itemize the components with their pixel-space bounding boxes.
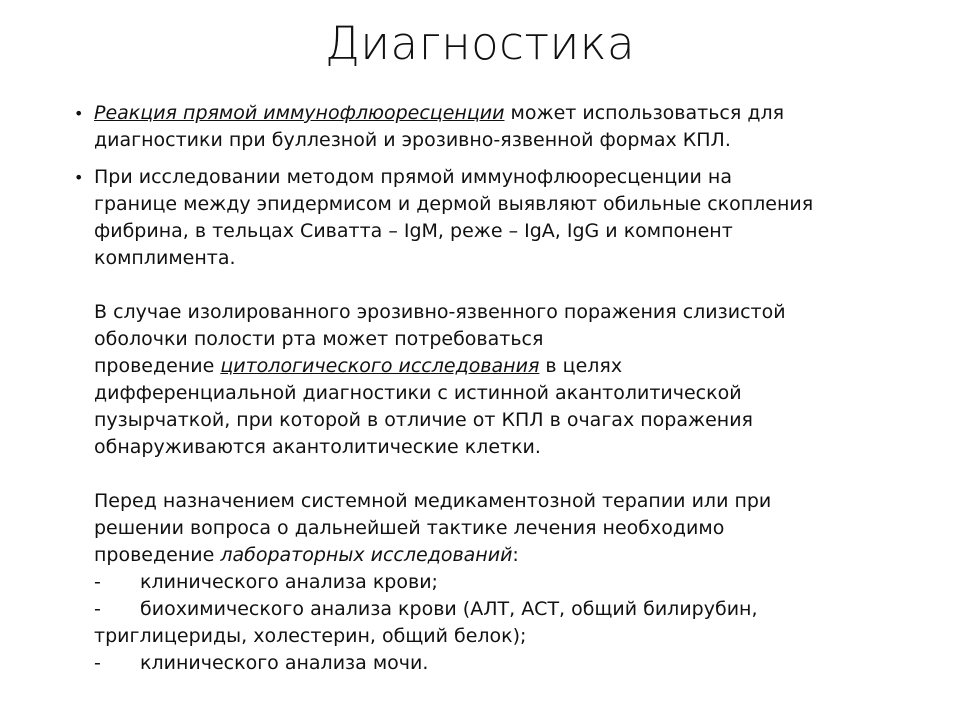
lab-list-item: [94, 596, 874, 623]
bullet-1-line-2: диагностики при буллезной и эрозивно-язвенной формах КПЛ.: [94, 129, 731, 151]
para-3-line-3: [94, 542, 874, 569]
para-3-line-3-post: :: [512, 544, 519, 566]
para-2-line-1: В случае изолированного эрозивно-язвенного поражения слизистой: [94, 301, 786, 323]
bullet-dot-icon: •: [74, 168, 84, 187]
bullet-2-text: [94, 164, 874, 677]
para-3-line-1: Перед назначением системной медикаментозной терапии или при: [94, 490, 772, 512]
para-2-line-3-post: в целях: [539, 355, 623, 377]
list-dash: -: [94, 571, 101, 593]
lab-list-item-text: клинического анализа мочи.: [140, 652, 429, 674]
lab-list-item: [94, 569, 874, 596]
bullet-1-line-1-rest: может использоваться для: [504, 102, 785, 124]
para-2-line-5: пузырчаткой, при которой в отличие от КПЛ в очагах поражения: [94, 409, 753, 431]
cytology-link[interactable]: цитологического исследования: [220, 355, 540, 377]
bullet-item-2: [74, 164, 874, 677]
paragraph-spacer: [94, 461, 874, 488]
bullet-item-1: [74, 100, 874, 154]
para-2-line-2: оболочки полости рта может потребоваться: [94, 328, 544, 350]
bullet-2-line: При исследовании методом прямой иммунофлюоресценции на: [94, 166, 732, 188]
lab-list-item-text: клинического анализа крови;: [140, 571, 438, 593]
list-dash: -: [94, 652, 101, 674]
para-3-line-3-pre: проведение: [94, 544, 221, 566]
para-2-line-6: обнаруживаются акантолитические клетки.: [94, 436, 541, 458]
list-dash: -: [94, 598, 101, 620]
para-2-line-3: [94, 353, 874, 380]
para-2-line-3-pre: проведение: [94, 355, 221, 377]
bullet-2-line: комплимента.: [94, 247, 236, 269]
bullet-1-line-1: [94, 100, 874, 127]
slide-title: Диагностика: [324, 17, 636, 70]
lab-tests-emphasis: лабораторных исследований: [220, 544, 513, 566]
para-2-line-4: дифференциальной диагностики с истинной акантолитической: [94, 382, 742, 404]
lab-list-item-text: биохимического анализа крови (АЛТ, АСТ, общий билирубин,: [140, 598, 758, 620]
bullet-1-text: [94, 100, 874, 154]
paragraph-spacer: [94, 272, 874, 299]
para-3-line-2: решении вопроса о дальнейшей тактике лечения необходимо: [94, 517, 725, 539]
bullet-dot-icon: •: [74, 104, 84, 123]
immunofluorescence-link[interactable]: Реакция прямой иммунофлюоресценции: [94, 102, 505, 124]
bullet-2-line: фибрина, в тельцах Сиватта – IgM, реже – IgA, IgG и компонент: [94, 220, 733, 242]
lab-list-item-continuation: триглицериды, холестерин, общий белок);: [94, 625, 527, 647]
lab-list-item: [94, 650, 874, 677]
slide-content: [74, 100, 874, 687]
bullet-2-line: границе между эпидермисом и дермой выявляют обильные скопления: [94, 193, 814, 215]
